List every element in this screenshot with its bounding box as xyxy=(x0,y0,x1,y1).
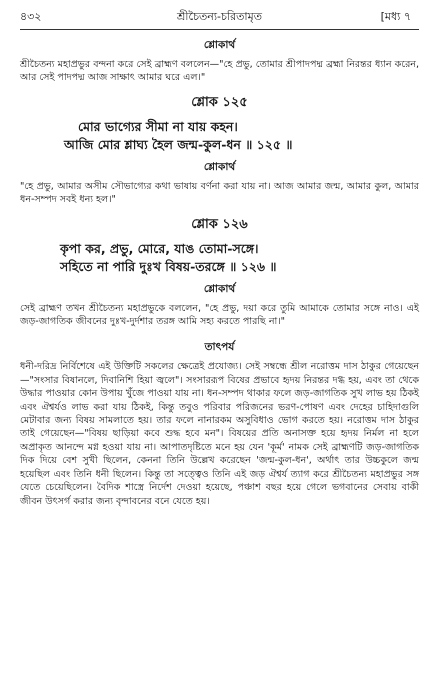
verse-126-translation: সেই ব্রাহ্মণ তখন শ্রীচৈতন্য মহাপ্রভুকে বললেন, "হে প্রভু, দয়া করে তুমি আমাকে তোমার সঙ্গে নাও। এই জড়-জাগতিক জীবনের দুঃখ-দুর্দশার তরঙ্গ আমি সহ্য করতে পারছি না।" xyxy=(20,302,419,328)
purport-text: ধনী-দরিদ্র নির্বিশেষে এই উক্তিটি সকলের ক্ষেত্রেই প্রযোজ্য। সেই সম্বন্ধে শ্রীল নরোত্তম দাস ঠাকুর গেয়েছেন—"সংসার বিষানলে, দিবানিশি হিয়া জ্বলে"। সংসাররূপ বিষের প্রভাবে হৃদয় নিরন্তর দগ্ধ হয়, এবং তা থেকে উদ্ধার পাওয়ার কোন উপায় খুঁজে পাওয়া যায় না। ধন-সম্পদ থাকার ফলে জড়-জাগতিক সুখ লাভ হয় ঠিকই এবং ঐশ্বর্যও লাভ করা যায় ঠিকই, কিন্তু তবুও পরিবার পরিজনের ভরণ-পোষণ এবং দেহের চাহিদাগুলি মেটাবার জন্য বিষয় সামলাতে হয়। তার ফলে নানারকম অসুবিধাও ভোগ করতে হয়। নরোত্তম দাস ঠাকুর তাই গেয়েছেন—"বিষয় ছাড়িয়া কবে শুদ্ধ হবে মন"। বিষয়ের প্রতি অনাসক্ত হয়ে হৃদয় নির্মল না হলে অপ্রাকৃত আনন্দে মগ্ন হওয়া যায় না। আপাতদৃষ্টিতে মনে হয় যেন 'কূর্ম' নামক সেই ব্রাহ্মণটি জড়-জাগতিক দিক দিয়ে বেশ সুখী ছিলেন, কেননা তিনি উল্লেখ করেছেন 'জন্ম-কুল-ধন', অর্থাৎ তার উচ্চকুলে জন্ম হয়েছিল এবং তিনি ধনী ছিলেন। কিন্তু তা সত্ত্বেও তিনি এই জড় ঐশ্বর্য ত্যাগ করে শ্রীচৈতন্য মহাপ্রভুর সঙ্গ যেতে চেয়েছিলেন। বৈদিক শাস্ত্রে নির্দেশ দেওয়া হয়েছে, পঞ্চাশ বছর হয়ে গেলে ভগবানের সেবায় বাকী জীবন উৎসর্গ করার জন্য বৃন্দাবনের বনে যেতে হয়। xyxy=(20,361,419,507)
page-number: ৪৩২ xyxy=(20,10,42,23)
verse-125-line-2: আজি মোর শ্লাঘ্য হৈল জন্ম-কুল-ধন ॥ ১২৫ ॥ xyxy=(64,136,293,152)
page-header xyxy=(20,8,419,26)
verse-126-line-1: কৃপা কর, প্রভু, মোরে, যাঙ তোমা-সঙ্গে। xyxy=(60,240,259,256)
translation-heading: শ্লোকার্থ xyxy=(203,39,236,51)
chapter-label: [মধ্য ৭ xyxy=(380,10,411,23)
verse-title-126: শ্লোক ১২৬ xyxy=(191,216,248,232)
verse-125-line-1: মোর ভাগ্যের সীমা না যায় কহন। xyxy=(78,118,238,134)
page-body xyxy=(20,38,419,508)
verse-126-line-2: সহিতে না পারি দুঃখ বিষয়-তরঙ্গে ॥ ১২৬ ॥ xyxy=(60,258,277,274)
translation-text: শ্রীচৈতন্য মহাপ্রভুর বন্দনা করে সেই ব্রাহ্মণ বললেন—"হে প্রভু, তোমার শ্রীপাদপদ্ম ব্রহ্মা নিরন্তর ধ্যান করেন, আর সেই পাদপদ্ম আজ সাক্ষাৎ আমার ঘরে এল।" xyxy=(20,59,419,84)
verse-title-125: শ্লোক ১২৫ xyxy=(191,94,248,110)
verse-125-translation: "হে প্রভু, আমার অসীম সৌভাগ্যের কথা ভাষায় বর্ণনা করা যায় না। আজ আমার জন্ম, আমার কুল, আমার ধন-সম্পদ সবই ধন্য হল।" xyxy=(20,180,419,206)
purport-heading: তাৎপর্য xyxy=(204,341,235,354)
verse-126-translation-heading: শ্লোকার্থ xyxy=(203,282,236,295)
header-divider xyxy=(20,29,419,30)
verse-125-translation-heading: শ্লোকার্থ xyxy=(203,160,236,173)
book-title: শ্রীচৈতন্য-চরিতামৃত xyxy=(177,10,262,23)
